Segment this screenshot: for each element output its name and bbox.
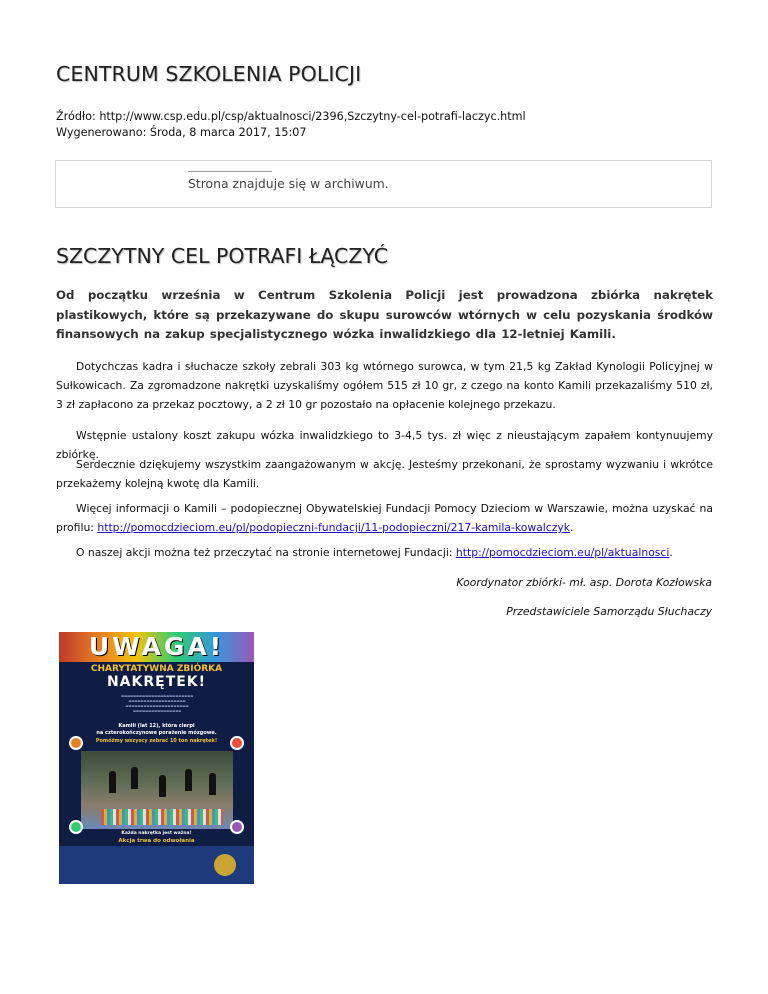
photo-figure: [209, 773, 216, 795]
paragraph-text: O naszej akcji można też przeczytać na stronie internetowej Fundacji:: [76, 546, 456, 559]
article-paragraph: [56, 499, 713, 537]
signature-council: Przedstawiciele Samorządu Słuchaczy: [506, 605, 712, 618]
photo-figure: [159, 775, 166, 797]
foundation-news-link[interactable]: http://pomocdzieciom.eu/pl/aktualnosci: [455, 546, 670, 559]
article-title: SZCZYTNY CEL POTRAFI ŁĄCZYĆ: [56, 244, 389, 268]
poster-photo: [81, 751, 233, 829]
archive-divider: [188, 171, 272, 172]
poster-cap-decoration: [69, 736, 83, 750]
campaign-poster: [59, 632, 254, 884]
kamila-profile-link[interactable]: http://pomocdzieciom.eu/pl/podopieczni-fundacji/11-podopieczni/217-kamila-kowalczyk: [97, 521, 571, 535]
poster-fine-print: ▬▬▬▬▬▬▬▬▬▬▬▬▬▬▬▬▬▬▬▬▬▬▬▬ ▬▬▬▬▬▬▬▬▬▬▬▬▬▬▬▬▬▬▬ ▬▬▬▬▬▬▬▬▬▬▬▬▬▬▬▬▬▬▬▬▬ ▬▬▬▬▬▬▬▬▬▬▬▬▬▬▬▬: [120, 694, 194, 713]
poster-line: Każda nakrętka jest ważna!: [121, 831, 192, 836]
article-paragraph: [56, 543, 713, 562]
source-url: Źródło: http://www.csp.edu.pl/csp/aktualnosci/2396,Szczytny-cel-potrafi-laczyc.html: [56, 110, 526, 123]
poster-heading: NAKRĘTEK!: [106, 674, 207, 690]
poster-line: Kamili (lat 12), która cierpi: [118, 723, 195, 729]
poster-line: na czterokończynowe porażenie mózgowe.: [96, 730, 217, 736]
article-paragraph: Dotychczas kadra i słuchacze szkoły zebrali 303 kg wtórnego surowca, w tym 21,5 kg Zakład Kynologii Policyjnej w Sułkowicach. Za zgromadzone nakrętki uzyskaliśmy ogółem 515 zł 10 gr, z czego na konto Kamili przekazaliśmy 510 zł, 3 zł zapłacono za przekaz pocztowy, a 2 zł 10 gr pozostało na opłacenie kolejnego przekazu.: [56, 360, 713, 412]
poster-line: Pomóżmy wszyscy zebrać 10 ton nakrętek!: [95, 738, 218, 744]
article-paragraph: Wstępnie ustalony koszt zakupu wózka inwalidzkiego to 3-4,5 tys. zł więc z nieustającym zapałem kontynuujemy zbiórkę.: [56, 429, 713, 462]
photo-figure: [131, 767, 138, 789]
poster-banner: UWAGA!: [59, 632, 254, 662]
photo-figure: [185, 769, 192, 791]
article-paragraph: Serdecznie dziękujemy wszystkim zaangażowanym w akcję. Jesteśmy przekonani, że sprostamy wyzwaniu i wkrótce przekażemy kolejną kwotę dla Kamili.: [56, 458, 713, 491]
photo-bottle-caps: [101, 809, 223, 825]
photo-figure: [109, 771, 116, 793]
police-badge-icon: [214, 854, 236, 876]
meta-info: [56, 109, 526, 140]
site-title: CENTRUM SZKOLENIA POLICJI: [56, 62, 362, 86]
poster-subtitle: CHARYTATYWNA ZBIÓRKA: [90, 664, 223, 674]
generated-date: Wygenerowano: Środa, 8 marca 2017, 15:07: [56, 125, 307, 139]
archive-notice-box: [55, 160, 712, 208]
archive-notice: Strona znajduje się w archiwum.: [188, 176, 389, 191]
paragraph-end: .: [570, 521, 574, 535]
signature-coordinator: Koordynator zbiórki- mł. asp. Dorota Kozłowska: [456, 576, 712, 589]
paragraph-end: .: [669, 546, 673, 559]
poster-line: Akcja trwa do odwołania: [118, 838, 195, 844]
paragraph-text: Więcej informacji o Kamili – podopiecznej Obywatelskiej Fundacji Pomocy Dzieciom w Warszawie, można uzyskać na profilu:: [56, 502, 713, 535]
article-lead: Od początku września w Centrum Szkolenia Policji jest prowadzona zbiórka nakrętek plastikowych, które są przekazywane do skupu surowców wtórnych w celu pozyskania środków finansowych na zakup specjalistycznego wózka inwalidzkiego dla 12-letniej Kamili.: [56, 288, 713, 341]
poster-cap-decoration: [230, 736, 244, 750]
